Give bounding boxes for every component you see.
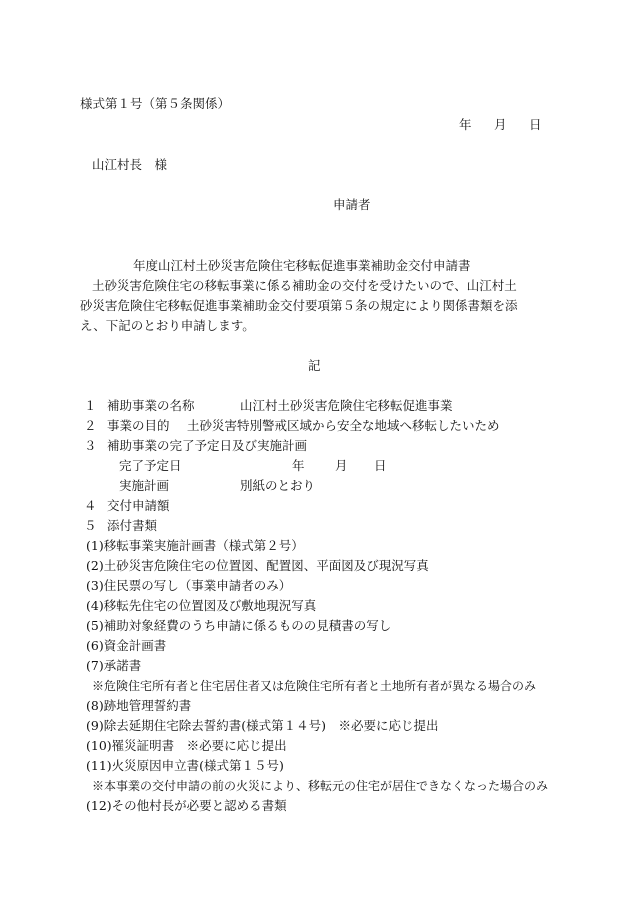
item-1-value: 山江村土砂災害危険住宅移転促進事業 xyxy=(240,398,453,413)
plan-value: 別紙のとおり xyxy=(240,478,316,493)
item-2-label: 事業の目的 xyxy=(107,418,170,433)
completion-day-label: 日 xyxy=(374,458,387,473)
item-2-number: ２ xyxy=(84,418,97,433)
addressee: 山江村長 様 xyxy=(92,157,168,172)
applicant-label: 申請者 xyxy=(333,197,371,212)
item-4-number: ４ xyxy=(84,498,97,513)
date-month-label: 月 xyxy=(494,117,507,132)
item-1-number: １ xyxy=(84,398,97,413)
intro-line-2: 砂災害危険住宅移転促進事業補助金交付要項第５条の規定により関係書類を添 xyxy=(80,298,518,313)
attachment-note: ※本事業の交付申請の前の火災により、移転元の住宅が居住できなくなった場合のみ xyxy=(92,779,549,793)
attachment-item: (9)除去延期住宅除去誓約書(様式第１４号) ※必要に応じ提出 xyxy=(86,718,439,733)
form-number-label: 様式第１号（第５条関係） xyxy=(80,96,231,111)
attachment-item: (7)承諾書 xyxy=(86,658,142,673)
intro-line-3: え、下記のとおり申請します。 xyxy=(80,318,255,333)
completion-month-label: 月 xyxy=(335,458,348,473)
attachment-item: (10)罹災証明書 ※必要に応じ提出 xyxy=(86,738,287,753)
attachment-item: (5)補助対象経費のうち申請に係るものの見積書の写し xyxy=(86,618,392,633)
document-title: 年度山江村土砂災害危険住宅移転促進事業補助金交付申請書 xyxy=(133,258,471,273)
item-2-value: 土砂災害特別警戒区域から安全な地域へ移転したいため xyxy=(187,418,500,433)
attachment-item: (3)住民票の写し（事業申請者のみ） xyxy=(86,578,292,593)
item-4-label: 交付申請額 xyxy=(107,498,170,513)
plan-label: 実施計画 xyxy=(119,478,170,493)
attachment-item: (12)その他村長が必要と認める書類 xyxy=(86,798,287,813)
completion-year-label: 年 xyxy=(292,458,305,473)
date-year-label: 年 xyxy=(459,117,472,132)
attachment-item: (2)土砂災害危険住宅の位置図、配置図、平面図及び現況写真 xyxy=(86,558,429,573)
attachment-note: ※危険住宅所有者と住宅居住者又は危険住宅所有者と土地所有者が異なる場合のみ xyxy=(92,679,537,693)
item-5-number: ５ xyxy=(84,518,97,533)
completion-date-label: 完了予定日 xyxy=(119,458,182,473)
item-1-label: 補助事業の名称 xyxy=(107,398,195,413)
intro-line-1: 土砂災害危険住宅の移転事業に係る補助金の交付を受けたいので、山江村土 xyxy=(92,278,517,293)
item-5-label: 添付書類 xyxy=(107,518,158,533)
attachment-item: (6)資金計画書 xyxy=(86,638,167,653)
attachment-item: (4)移転先住宅の位置図及び敷地現況写真 xyxy=(86,598,317,613)
attachment-item: (11)火災原因申立書(様式第１５号) xyxy=(86,758,284,773)
item-3-number: ３ xyxy=(84,438,97,453)
attachment-item: (8)跡地管理誓約書 xyxy=(86,698,192,713)
item-3-label: 補助事業の完了予定日及び実施計画 xyxy=(107,438,308,453)
attachment-item: (1)移転事業実施計画書（様式第２号） xyxy=(86,538,304,553)
ki-heading: 記 xyxy=(308,358,321,373)
date-day-label: 日 xyxy=(529,117,542,132)
